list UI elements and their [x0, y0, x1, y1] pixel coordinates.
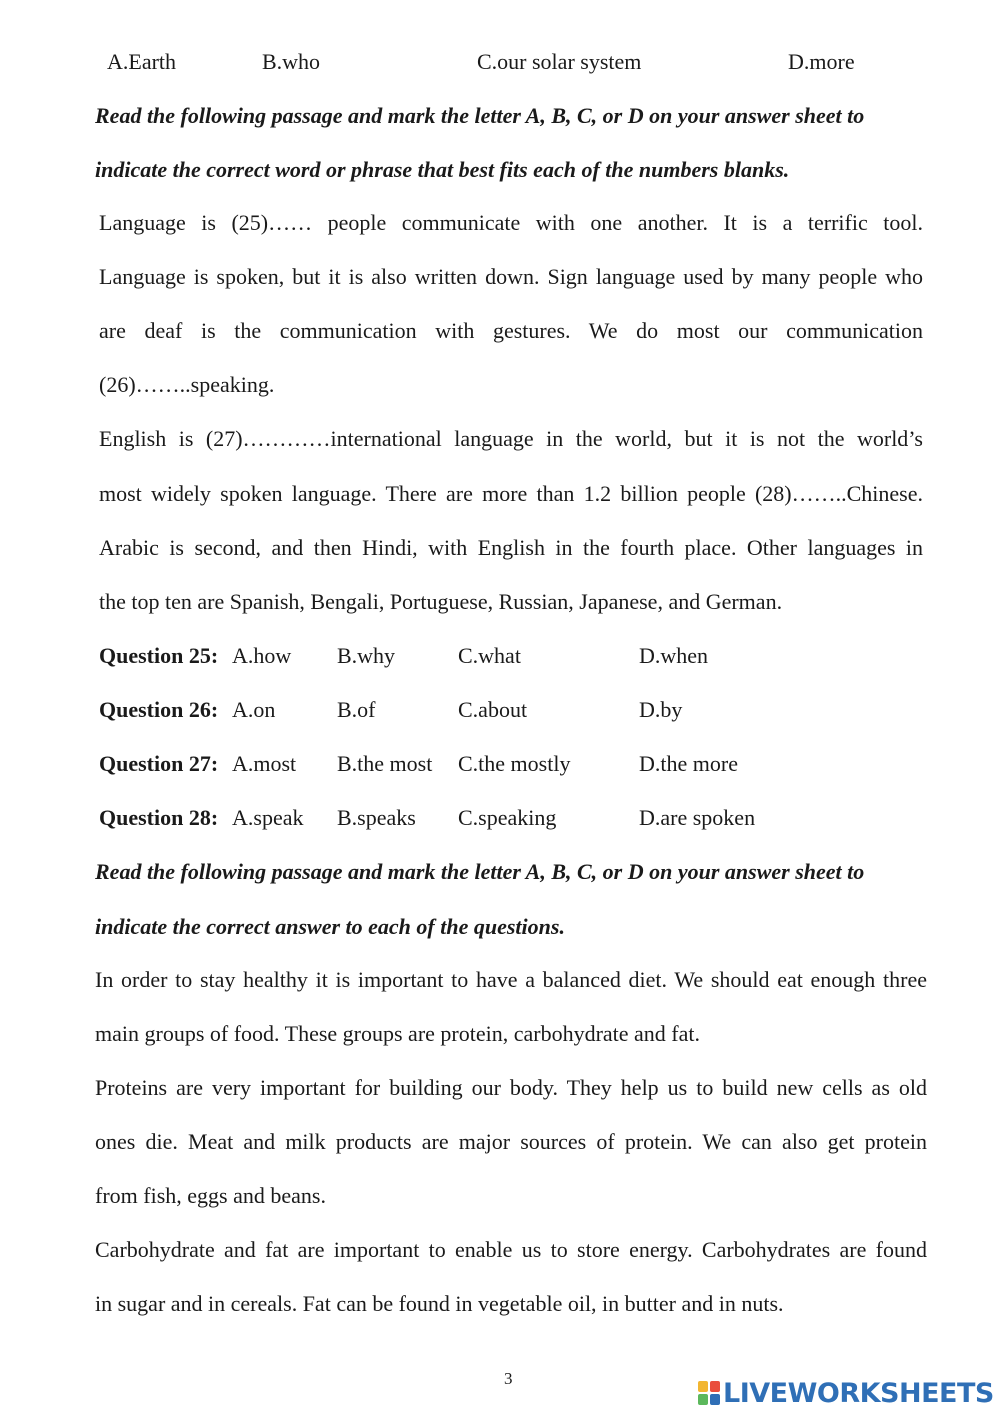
passage1-line: Language is (25)…… people communicate with one another. It is a terrific tool. [99, 210, 923, 235]
question-26-option-b: B.of [337, 697, 376, 722]
option-d: D.more [788, 49, 855, 74]
question-27-option-d: D.the more [639, 751, 738, 776]
passage1-line: Arabic is second, and then Hindi, with English in the fourth place. Other languages in [99, 535, 923, 560]
question-26-option-d: D.by [639, 697, 683, 722]
question-27-option-a: A.most [232, 751, 297, 776]
question-28-option-b: B.speaks [337, 805, 416, 830]
question-25-option-c: C.what [458, 643, 521, 668]
passage1-line: are deaf is the communication with gestures. We do most our communication [99, 318, 923, 343]
question-28-option-d: D.are spoken [639, 805, 756, 830]
section1-instruction-line-1: Read the following passage and mark the letter A, B, C, or D on your answer sheet to [95, 103, 865, 128]
passage2-line: main groups of food. These groups are protein, carbohydrate and fat. [95, 1021, 701, 1046]
passage1-line: Language is spoken, but it is also written down. Sign language used by many people who [99, 264, 923, 289]
question-label: Question 28: [99, 805, 219, 830]
liveworksheets-logo [698, 1377, 994, 1409]
passage2-line: from fish, eggs and beans. [95, 1183, 326, 1208]
question-label: Question 25: [99, 643, 219, 668]
page-number: 3 [504, 1369, 513, 1388]
question-25-option-a: A.how [232, 643, 292, 668]
option-a: A.Earth [107, 49, 177, 74]
question-27-option-b: B.the most [337, 751, 433, 776]
question-28-option-c: C.speaking [458, 805, 557, 830]
passage1-line: the top ten are Spanish, Bengali, Portuguese, Russian, Japanese, and German. [99, 589, 783, 614]
question-25-option-d: D.when [639, 643, 709, 668]
passage2-line: In order to stay healthy it is important to have a balanced diet. We should eat enough three [95, 967, 927, 992]
passage2-line: ones die. Meat and milk products are major sources of protein. We can also get protein [95, 1129, 927, 1154]
passage2-line: Carbohydrate and fat are important to enable us to store energy. Carbohydrates are found [95, 1237, 927, 1262]
question-label: Question 26: [99, 697, 219, 722]
passage1-line: (26)……..speaking. [99, 372, 275, 397]
passage1-line: English is (27)…………international language in the world, but it is not the world’s [99, 426, 923, 451]
section2-instruction-line-2: indicate the correct answer to each of the questions. [95, 914, 565, 939]
question-26-option-c: C.about [458, 697, 528, 722]
question-label: Question 27: [99, 751, 219, 776]
logo-text: LIVEWORKSHEETS [723, 1377, 994, 1409]
liveworksheets-logo-icon [698, 1381, 720, 1405]
question-25-option-b: B.why [337, 643, 396, 668]
question-26-option-a: A.on [232, 697, 276, 722]
section1-instruction-line-2: indicate the correct word or phrase that best fits each of the numbers blanks. [95, 157, 790, 182]
option-c: C.our solar system [477, 49, 642, 74]
section2-instruction-line-1: Read the following passage and mark the letter A, B, C, or D on your answer sheet to [95, 859, 865, 884]
passage2-line: Proteins are very important for building our body. They help us to build new cells as old [95, 1075, 927, 1100]
option-b: B.who [262, 49, 321, 74]
question-27-option-c: C.the mostly [458, 751, 571, 776]
question-28-option-a: A.speak [232, 805, 304, 830]
passage1-line: most widely spoken language. There are more than 1.2 billion people (28)……..Chinese. [99, 481, 923, 506]
passage2-line: in sugar and in cereals. Fat can be found in vegetable oil, in butter and in nuts. [95, 1291, 784, 1316]
